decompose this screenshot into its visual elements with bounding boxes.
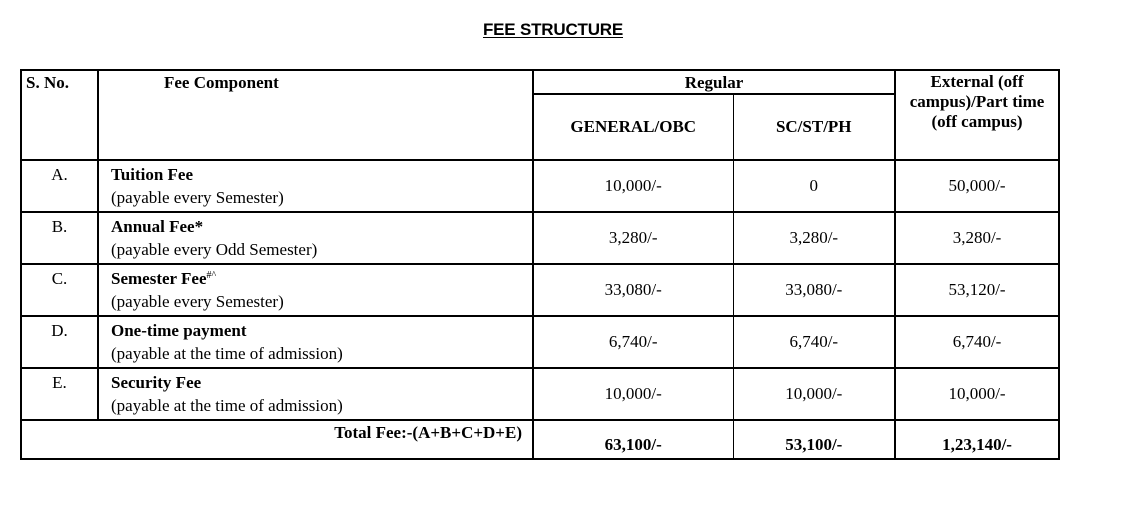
total-sc-st-ph: 53,100/- xyxy=(733,420,895,459)
value-sc-st-ph: 6,740/- xyxy=(733,316,895,368)
header-general-obc: GENERAL/OBC xyxy=(533,94,733,160)
value-external: 6,740/- xyxy=(895,316,1059,368)
header-external: External (off campus)/Part time (off campus) xyxy=(895,70,1059,160)
component-note: (payable at the time of admission) xyxy=(111,396,343,415)
row-sno: E. xyxy=(21,368,98,420)
table-row xyxy=(21,160,1059,212)
value-external: 53,120/- xyxy=(895,264,1059,316)
row-component xyxy=(98,368,533,420)
value-sc-st-ph: 0 xyxy=(733,160,895,212)
component-note: (payable every Semester) xyxy=(111,188,284,207)
row-component xyxy=(98,160,533,212)
component-note: (payable every Semester) xyxy=(111,292,284,311)
header-row-1 xyxy=(21,70,1059,94)
row-sno: B. xyxy=(21,212,98,264)
row-component xyxy=(98,316,533,368)
table-row xyxy=(21,316,1059,368)
header-fee-component: Fee Component xyxy=(98,70,533,160)
table-row xyxy=(21,368,1059,420)
page-title: FEE STRUCTURE xyxy=(482,20,624,39)
value-external: 3,280/- xyxy=(895,212,1059,264)
component-name: Semester Fee#^ xyxy=(111,269,217,288)
component-name: Annual Fee* xyxy=(111,217,204,236)
component-name: Tuition Fee xyxy=(111,165,194,184)
total-label: Total Fee:-(A+B+C+D+E) xyxy=(21,420,533,459)
value-general-obc: 3,280/- xyxy=(533,212,733,264)
value-sc-st-ph: 33,080/- xyxy=(733,264,895,316)
header-sno: S. No. xyxy=(21,70,98,160)
row-component xyxy=(98,264,533,316)
value-sc-st-ph: 10,000/- xyxy=(733,368,895,420)
value-external: 10,000/- xyxy=(895,368,1059,420)
table-row xyxy=(21,212,1059,264)
value-general-obc: 10,000/- xyxy=(533,368,733,420)
table-row xyxy=(21,264,1059,316)
header-regular: Regular xyxy=(533,70,895,94)
value-sc-st-ph: 3,280/- xyxy=(733,212,895,264)
total-row xyxy=(21,420,1059,459)
total-external: 1,23,140/- xyxy=(895,420,1059,459)
row-sno: A. xyxy=(21,160,98,212)
value-external: 50,000/- xyxy=(895,160,1059,212)
component-note: (payable at the time of admission) xyxy=(111,344,343,363)
component-name: Security Fee xyxy=(111,373,202,392)
value-general-obc: 10,000/- xyxy=(533,160,733,212)
value-general-obc: 6,740/- xyxy=(533,316,733,368)
header-sc-st-ph: SC/ST/PH xyxy=(733,94,895,160)
component-name: One-time payment xyxy=(111,321,247,340)
value-general-obc: 33,080/- xyxy=(533,264,733,316)
fee-structure-table xyxy=(20,69,1060,460)
row-sno: D. xyxy=(21,316,98,368)
component-note: (payable every Odd Semester) xyxy=(111,240,318,259)
total-general-obc: 63,100/- xyxy=(533,420,733,459)
row-component xyxy=(98,212,533,264)
row-sno: C. xyxy=(21,264,98,316)
